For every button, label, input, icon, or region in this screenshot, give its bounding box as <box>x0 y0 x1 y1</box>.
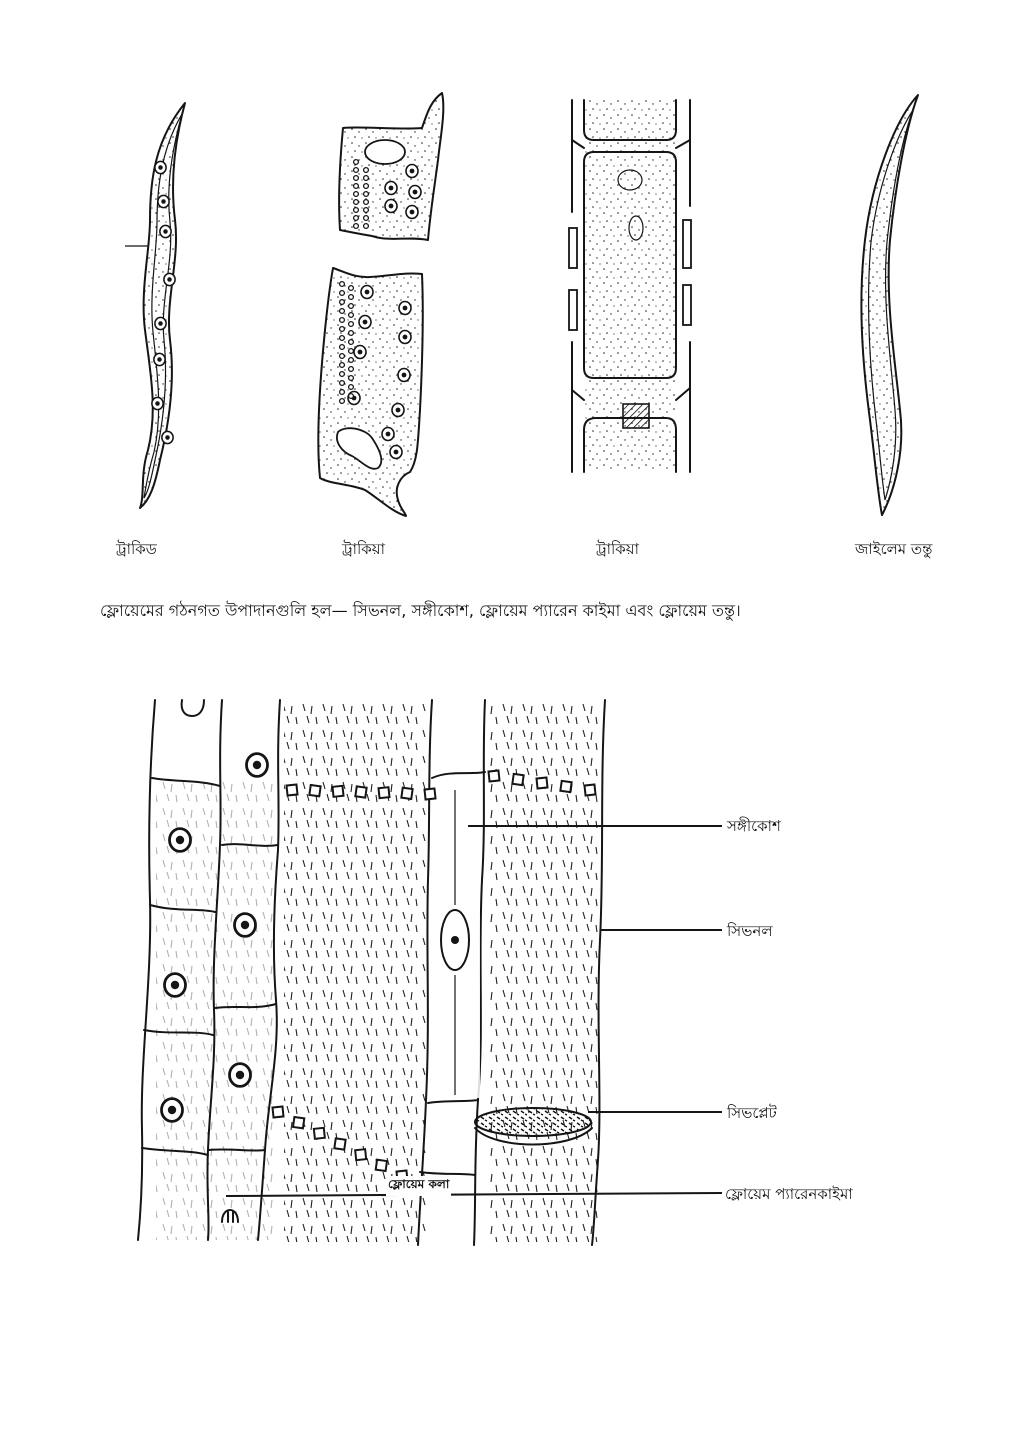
label-trachea-2: ট্রাকিয়া <box>596 540 639 558</box>
label-companion-cell: সঙ্গীকোশ <box>727 817 781 835</box>
pit-bead <box>354 192 359 197</box>
pit-bead <box>340 318 345 323</box>
parenchyma-nucleus <box>230 1064 251 1087</box>
label-phloem-parenchyma: ফ্লোয়েম প্যারেনকাইমা <box>725 1185 853 1203</box>
pit-bead <box>340 372 345 377</box>
tracheid-pit <box>155 161 166 173</box>
trachea-pit <box>399 302 411 315</box>
pit-bead <box>364 200 369 205</box>
vessel-side-pit <box>683 285 691 325</box>
pit-bead <box>340 291 345 296</box>
trachea-pit <box>390 446 402 459</box>
pit-bead <box>364 176 369 181</box>
companion-cell-nucleolus <box>451 936 459 944</box>
sieve-pore <box>537 778 548 789</box>
pit-bead <box>349 286 354 291</box>
parenchyma-outer-wall <box>138 700 155 1240</box>
pit-bead <box>354 208 359 213</box>
sieve-pore <box>512 774 523 785</box>
vessel-perforation-plate <box>623 404 649 428</box>
label-phloem-tissue: ফ্লোয়েম কলা <box>386 1176 451 1196</box>
pit-bead <box>349 331 354 336</box>
parenchyma-nucleus <box>165 974 186 997</box>
parenchyma-nucleus <box>235 914 256 937</box>
pit-bead <box>340 363 345 368</box>
vessel-side-pit <box>569 228 577 268</box>
trachea-pit <box>359 316 371 329</box>
sieve-pore <box>334 1138 345 1149</box>
parenchyma-nucleus <box>170 829 191 852</box>
sieve-pore <box>333 786 344 797</box>
pit-bead <box>340 354 345 359</box>
sieve-pore <box>425 789 436 800</box>
tracheid-pit <box>164 273 175 285</box>
trachea-pit <box>385 182 397 195</box>
sieve-tube-cytoplasm <box>284 700 426 1242</box>
pit-bead <box>364 216 369 221</box>
sieve-plate <box>475 1108 591 1136</box>
pit-bead <box>364 184 369 189</box>
pit-bead <box>349 295 354 300</box>
sieve-pore <box>314 1128 325 1139</box>
trachea-fragments-drawing <box>318 93 443 516</box>
parenchyma-nucleus <box>162 1099 183 1122</box>
pit-bead <box>340 345 345 350</box>
pit-bead <box>349 358 354 363</box>
label-trachea-1: ট্রাকিয়া <box>342 540 385 558</box>
pit-bead <box>354 176 359 181</box>
pit-bead <box>364 192 369 197</box>
tracheid-pit <box>162 431 173 443</box>
trachea-pit <box>392 404 404 417</box>
pit-bead <box>354 224 359 229</box>
pit-bead <box>354 184 359 189</box>
trachea-pit <box>409 186 421 199</box>
label-tracheid: ট্রাকিড <box>116 540 157 558</box>
pit-bead <box>349 322 354 327</box>
phloem-tissue-diagram <box>138 700 722 1245</box>
sieve-pore <box>293 1117 304 1128</box>
vessel-side-pit <box>683 220 691 268</box>
xylem-fibre-drawing <box>861 95 918 515</box>
tracheid-pit <box>160 225 171 237</box>
pit-bead <box>349 349 354 354</box>
parenchyma-nucleus <box>247 754 268 777</box>
label-sieve-plate: সিভপ্লেট <box>727 1104 777 1122</box>
pit-bead <box>340 336 345 341</box>
trachea-pit <box>382 428 394 441</box>
pit-bead <box>349 385 354 390</box>
trachea-pit <box>354 346 366 359</box>
sieve-pore <box>273 1107 284 1118</box>
pit-bead <box>349 340 354 345</box>
pit-bead <box>349 367 354 372</box>
parenchyma-top-cap <box>182 700 204 716</box>
sieve-pore <box>401 788 412 799</box>
pit-bead <box>340 282 345 287</box>
tracheid-pit <box>154 353 165 365</box>
trachea-pit <box>361 286 373 299</box>
pit-bead <box>354 168 359 173</box>
pit-bead <box>340 300 345 305</box>
tracheid-pit <box>152 397 163 409</box>
trachea-vessel-drawing <box>569 100 691 472</box>
sieve-pore <box>287 785 298 796</box>
label-sieve-tube: সিভনল <box>727 922 773 940</box>
pit-bead <box>349 376 354 381</box>
sieve-pore <box>585 785 596 796</box>
sieve-pore <box>309 785 320 796</box>
tracheid-drawing <box>125 103 185 508</box>
pit-bead <box>349 313 354 318</box>
pit-bead <box>349 394 354 399</box>
pit-bead <box>340 390 345 395</box>
trachea-pit <box>385 200 397 213</box>
pit-bead <box>340 309 345 314</box>
xylem-fibre-outer-wall <box>861 95 918 515</box>
sieve-pore <box>489 771 500 782</box>
trachea-large-pit <box>365 140 405 164</box>
trachea-pit <box>406 206 418 219</box>
pit-bead <box>364 208 369 213</box>
tracheid-pit <box>158 195 169 207</box>
sieve-pore <box>560 781 571 792</box>
sieve-pore <box>376 1160 387 1171</box>
pit-bead <box>354 200 359 205</box>
pit-bead <box>354 216 359 221</box>
sieve-pore <box>355 1149 366 1160</box>
sieve-pore <box>379 787 390 798</box>
pit-bead <box>340 381 345 386</box>
pit-bead <box>340 327 345 332</box>
sieve-pore <box>355 786 366 797</box>
pit-bead <box>364 168 369 173</box>
pit-bead <box>364 224 369 229</box>
trachea-pit <box>406 165 418 178</box>
phloem-components-sentence: ফ্লোয়েমের গঠনগত উপাদানগুলি হল— সিভনল, সঙ্গীকোশ, ফ্লোয়েম প্যারেন কাইমা এবং ফ্লোয়েম তন্তু। <box>100 601 741 620</box>
trachea-pit <box>398 369 410 382</box>
tracheid-pit <box>155 317 166 329</box>
label-xylem-fibre: জাইলেম তন্তু <box>855 540 933 558</box>
vessel-side-pit <box>569 290 577 330</box>
trachea-pit <box>399 331 411 344</box>
pit-bead <box>340 399 345 404</box>
pit-bead <box>349 304 354 309</box>
pit-bead <box>354 160 359 165</box>
